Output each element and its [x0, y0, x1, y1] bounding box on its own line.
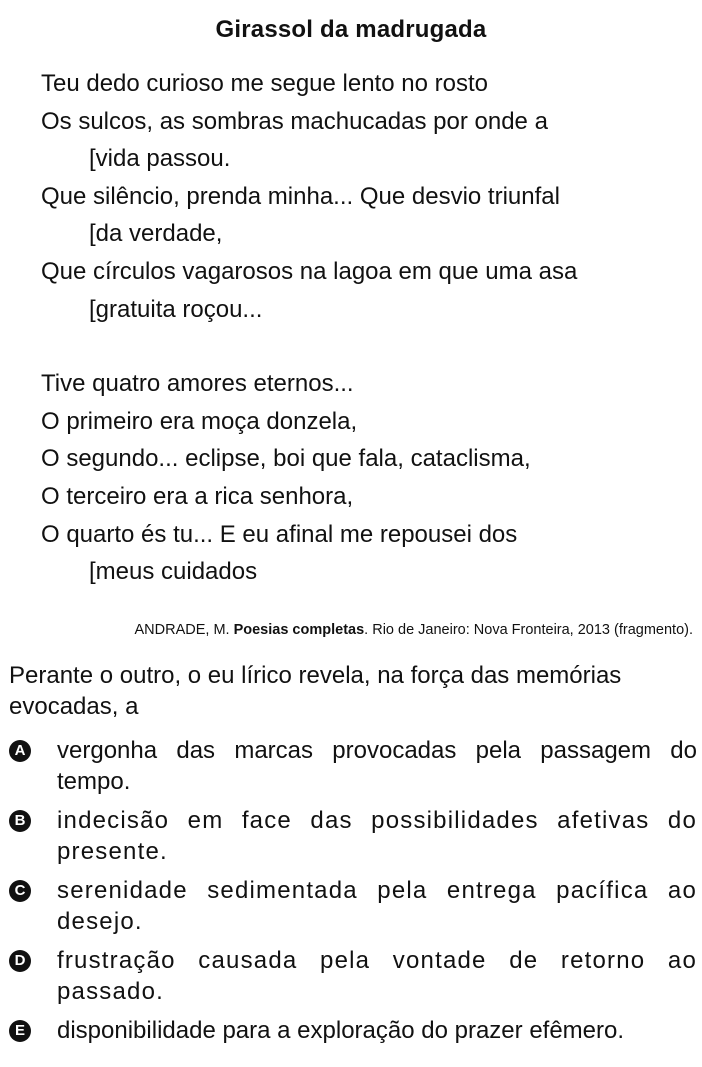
citation-author: ANDRADE, M. [134, 622, 230, 638]
answer-options [9, 735, 697, 1054]
option-text: indecisão em face das possibilidades afetivas do presente. [57, 807, 697, 865]
poem-title: Girassol da madrugada [215, 16, 487, 43]
poem-line-continuation: [da verdade, [89, 220, 223, 248]
option-letter-badge: E [9, 1020, 31, 1042]
option-text: vergonha das marcas provocadas pela passagem do tempo. [57, 737, 697, 795]
poem-stanza-1 [41, 65, 681, 328]
option-text: disponibilidade para a exploração do prazer efêmero. [57, 1017, 625, 1044]
poem-line: Os sulcos, as sombras machucadas por onde a [41, 107, 548, 135]
question-stem: Perante o outro, o eu lírico revela, na força das memórias evocadas, a [9, 662, 622, 720]
option-letter-badge: A [9, 740, 31, 762]
poem-line-continuation: [gratuita roçou... [89, 295, 263, 323]
option-letter-badge: B [9, 810, 31, 832]
citation-work: Poesias completas [233, 622, 365, 638]
option-a[interactable] [9, 735, 697, 797]
poem-line: Que silêncio, prenda minha... Que desvio triunfal [41, 182, 560, 210]
option-text: serenidade sedimentada pela entrega pacífica ao desejo. [57, 877, 697, 935]
option-letter-badge: D [9, 950, 31, 972]
poem-line: O segundo... eclipse, boi que fala, cataclisma, [41, 445, 531, 473]
poem-line: Que círculos vagarosos na lagoa em que uma asa [41, 257, 578, 285]
poem-text [41, 65, 681, 591]
stanza-gap [41, 328, 681, 365]
source-citation [134, 620, 693, 640]
poem-stanza-2 [41, 365, 681, 591]
option-b[interactable] [9, 805, 697, 867]
option-e[interactable] [9, 1015, 697, 1046]
poem-line: O quarto és tu... E eu afinal me repousei dos [41, 520, 518, 548]
option-d[interactable] [9, 945, 697, 1007]
poem-line-continuation: [meus cuidados [89, 558, 258, 586]
poem-line: Teu dedo curioso me segue lento no rosto [41, 70, 488, 97]
option-text: frustração causada pela vontade de retorno ao passado. [57, 947, 697, 1005]
poem-line: Tive quatro amores eternos... [41, 370, 354, 398]
poem-line-continuation: [vida passou. [89, 145, 231, 173]
poem-line: O terceiro era a rica senhora, [41, 482, 354, 510]
citation-rest: . Rio de Janeiro: Nova Fronteira, 2013 (fragmento). [364, 622, 693, 638]
poem-line: O primeiro era moça donzela, [41, 407, 358, 435]
option-letter-badge: C [9, 880, 31, 902]
option-c[interactable] [9, 875, 697, 937]
